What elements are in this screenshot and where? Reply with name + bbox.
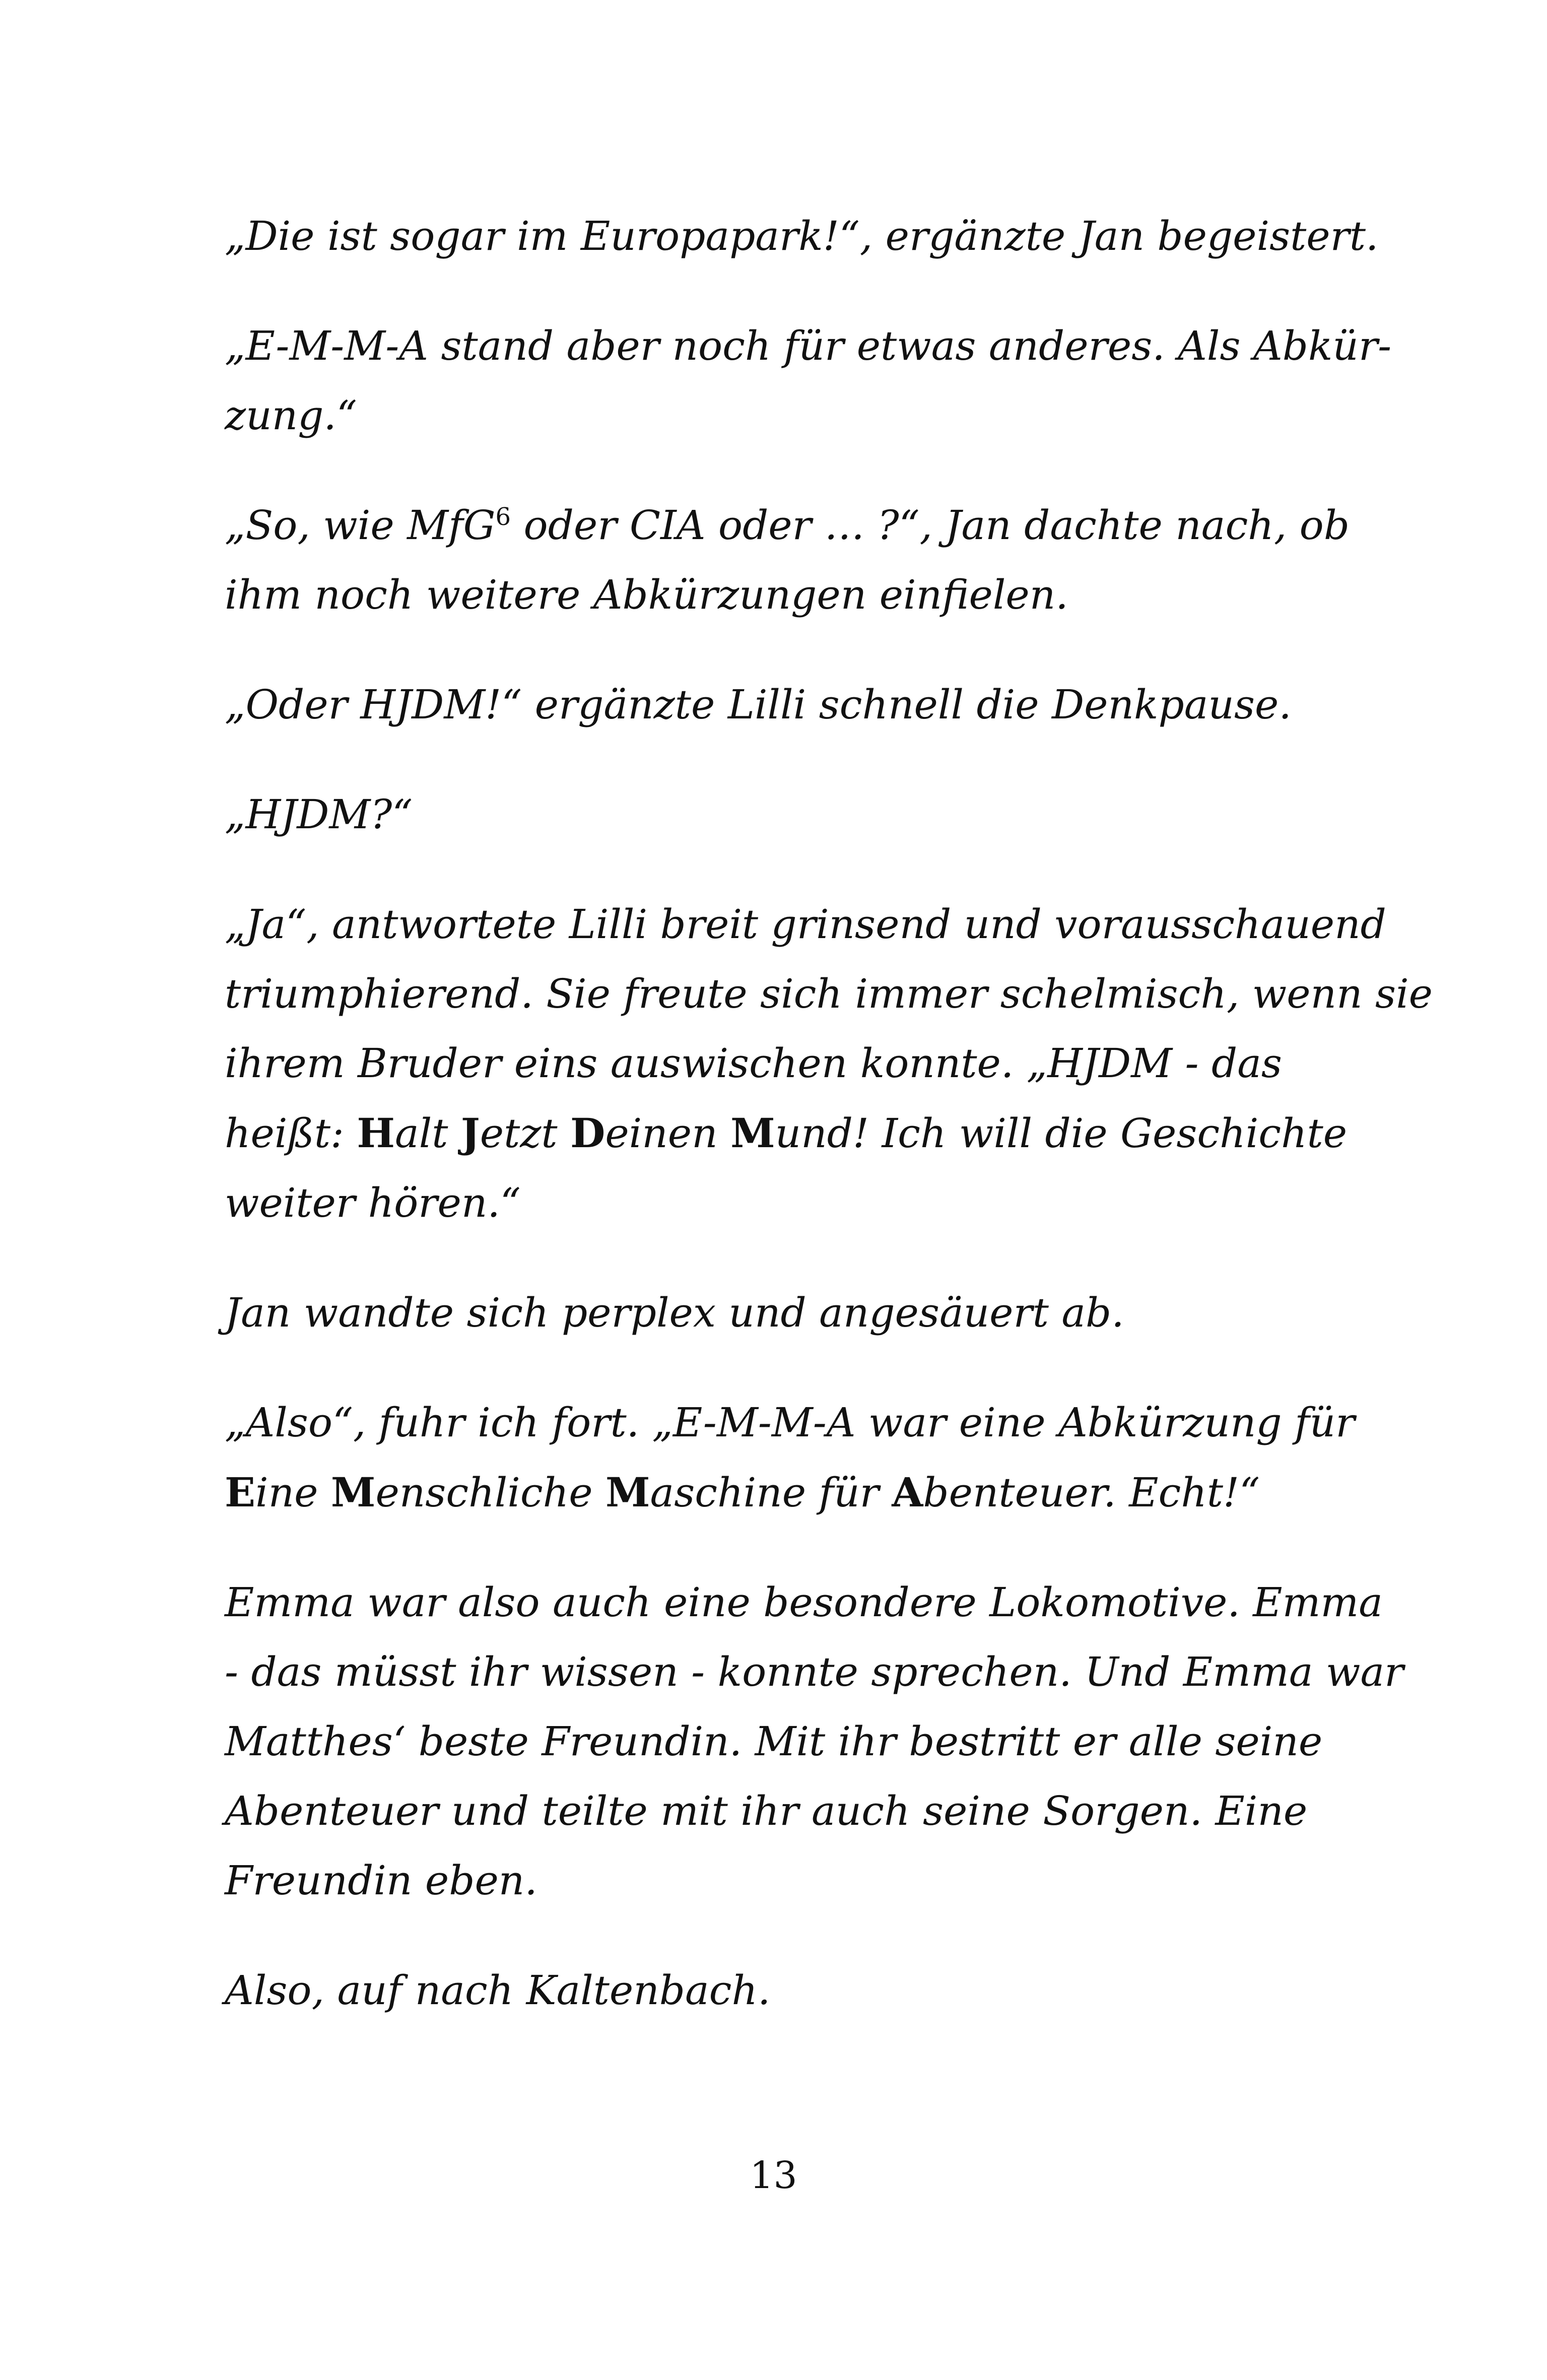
text-line: [225, 1776, 1333, 1846]
text-line: [225, 491, 1350, 560]
text-line: [225, 670, 1333, 740]
text-run: - das müsst ihr wissen - konnte sprechen. Und Emma war: [225, 1648, 1404, 1695]
text-run: Also, auf nach Kaltenbach.: [225, 1967, 771, 2014]
text-run: „So, wie MfG: [225, 502, 496, 549]
text-line: [225, 1846, 1333, 1915]
text-run: „Oder HJDM!“ ergänzte Lilli schnell die Denkpause.: [225, 681, 1292, 728]
text-run: alt: [395, 1110, 461, 1157]
text-run: ihm noch weitere Abkürzungen einfielen.: [225, 571, 1068, 618]
paragraph: [225, 202, 1379, 271]
text-run: „HJDM?“: [225, 791, 413, 838]
paragraph: [225, 890, 1433, 1238]
text-run: Freundin eben.: [225, 1857, 537, 1904]
paragraph: [225, 1956, 1333, 2025]
text-line: [225, 202, 1379, 271]
text-run: triumphierend. Sie freute sich immer schelmisch, wenn sie: [225, 970, 1433, 1017]
text-line: [225, 1388, 1355, 1458]
text-run: einen: [605, 1110, 731, 1157]
text-run: aschine für: [650, 1469, 892, 1516]
text-run: ihrem Bruder eins auswischen konnte. „HJDM - das: [225, 1040, 1282, 1087]
text-line: [225, 890, 1386, 959]
text-run: Emma war also auch eine besondere Lokomotive. Emma: [225, 1579, 1383, 1626]
text-run: enschliche: [375, 1469, 606, 1516]
paragraph: [225, 1388, 1355, 1528]
text-line: [225, 1707, 1333, 1776]
bold-initial: M: [605, 1469, 650, 1516]
bold-initial: A: [892, 1469, 923, 1516]
text-run: heißt:: [225, 1110, 357, 1157]
paragraph: [225, 1568, 1404, 1915]
text-line: [225, 560, 1333, 630]
text-run: Jan wandte sich perplex und angesäuert ab.: [225, 1289, 1124, 1336]
text-line: [225, 1568, 1383, 1637]
bold-initial: D: [570, 1109, 606, 1157]
paragraph: [225, 311, 1392, 450]
text-line: [225, 1458, 1333, 1528]
paragraph: [225, 491, 1350, 630]
text-line: [225, 1637, 1404, 1707]
text-line: [225, 1956, 1333, 2025]
bold-initial: H: [357, 1109, 395, 1157]
text-line: [225, 1168, 1333, 1238]
text-run: oder CIA oder … ?“, Jan dachte nach, ob: [511, 502, 1350, 549]
text-line: [225, 1098, 1348, 1168]
text-run: Abenteuer und teilte mit ihr auch seine Sorgen. Eine: [225, 1788, 1308, 1834]
paragraph: [225, 670, 1333, 740]
body-text: [225, 202, 1433, 2066]
text-run: ine: [255, 1469, 331, 1516]
footnote-marker: 6: [495, 503, 511, 531]
text-run: und! Ich will die Geschichte: [775, 1110, 1348, 1157]
bold-initial: M: [330, 1469, 376, 1516]
text-run: „E-M-M-A stand aber noch für etwas anderes. Als Abkür-: [225, 322, 1392, 369]
text-line: [225, 959, 1433, 1029]
text-run: „Die ist sogar im Europapark!“, ergänzte Jan begeistert.: [225, 213, 1379, 259]
text-run: etzt: [480, 1110, 570, 1157]
text-run: weiter hören.“: [225, 1179, 521, 1226]
text-run: zung.“: [225, 392, 357, 439]
bold-initial: M: [730, 1109, 775, 1157]
text-run: „Ja“, antwortete Lilli breit grinsend und vorausschauend: [225, 901, 1386, 948]
text-line: [225, 780, 1333, 849]
text-run: benteuer. Echt!“: [923, 1469, 1260, 1516]
text-line: [225, 381, 1333, 450]
text-line: [225, 1278, 1333, 1348]
paragraph: [225, 1278, 1333, 1348]
text-line: [225, 1029, 1333, 1098]
paragraph: [225, 780, 1333, 849]
text-run: „Also“, fuhr ich fort. „E-M-M-A war eine Abkürzung für: [225, 1399, 1355, 1446]
text-run: Matthes‘ beste Freundin. Mit ihr bestritt er alle seine: [225, 1718, 1323, 1765]
text-line: [225, 311, 1392, 381]
page-number: 13: [750, 2154, 797, 2197]
bold-initial: J: [460, 1109, 480, 1157]
bold-initial: E: [225, 1469, 255, 1516]
